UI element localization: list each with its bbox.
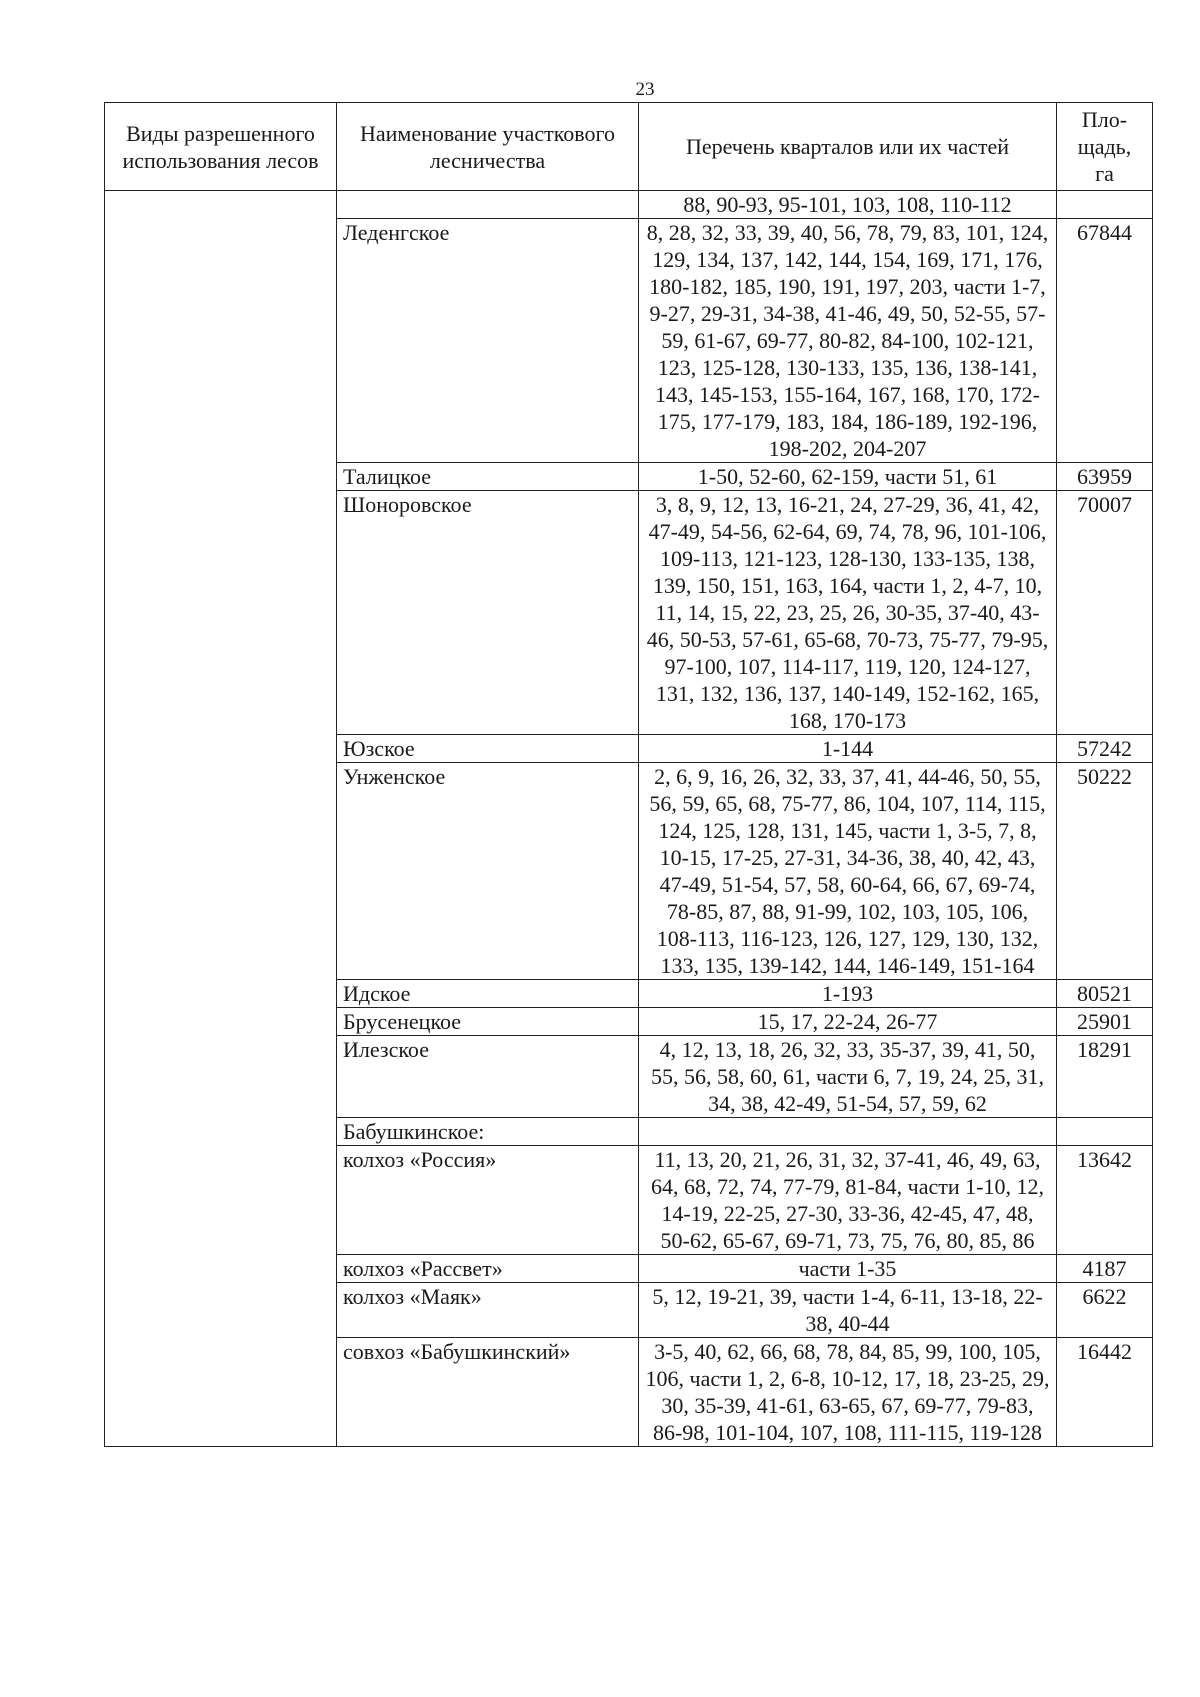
quarters-list: 3-5, 40, 62, 66, 68, 78, 84, 85, 99, 100, 105, 106, части 1, 2, 6-8, 10-12, 17, 18, 23-25, 29, 30, 35-39, 41-61, 63-65, 67, 69-77, 79-83, 86-98, 101-104, 107, 108, 111-115, 119-128 bbox=[639, 1338, 1057, 1447]
area-value: 13642 bbox=[1057, 1146, 1153, 1255]
forestry-name: Унженское bbox=[337, 763, 639, 980]
quarters-list: 8, 28, 32, 33, 39, 40, 56, 78, 79, 83, 101, 124, 129, 134, 137, 142, 144, 154, 169, 171, 176, 180-182, 185, 190, 191, 197, 203, части 1-7, 9-27, 29-31, 34-38, 41-46, 49, 50, 52-55, 57-59, 61-67, 69-77, 80-82, 84-100, 102-121, 123, 125-128, 130-133, 135, 136, 138-141, 143, 145-153, 155-164, 167, 168, 170, 172-175, 177-179, 183, 184, 186-189, 192-196, 198-202, 204-207 bbox=[639, 219, 1057, 463]
forestry-name bbox=[337, 191, 639, 219]
area-value: 57242 bbox=[1057, 735, 1153, 763]
forestry-name: колхоз «Россия» bbox=[337, 1146, 639, 1255]
header-name: Наименование участкового лесничества bbox=[337, 103, 639, 191]
quarters-list: 1-193 bbox=[639, 980, 1057, 1008]
area-value: 70007 bbox=[1057, 491, 1153, 735]
forestry-name: совхоз «Бабушкинский» bbox=[337, 1338, 639, 1447]
forestry-name: Шоноровское bbox=[337, 491, 639, 735]
area-value bbox=[1057, 1118, 1153, 1146]
quarters-list: 11, 13, 20, 21, 26, 31, 32, 37-41, 46, 49, 63, 64, 68, 72, 74, 77-79, 81-84, части 1-10, 12, 14-19, 22-25, 27-30, 33-36, 42-45, 47, 48, 50-62, 65-67, 69-71, 73, 75, 76, 80, 85, 86 bbox=[639, 1146, 1057, 1255]
forestry-name: Леденгское bbox=[337, 219, 639, 463]
use-cell bbox=[105, 191, 337, 1447]
area-value: 6622 bbox=[1057, 1283, 1153, 1338]
area-value: 18291 bbox=[1057, 1036, 1153, 1118]
page-number: 23 bbox=[635, 79, 655, 100]
quarters-list: 15, 17, 22-24, 26-77 bbox=[639, 1008, 1057, 1036]
forest-quarters-table bbox=[104, 102, 1153, 1447]
table-row bbox=[105, 191, 1153, 219]
quarters-list: 4, 12, 13, 18, 26, 32, 33, 35-37, 39, 41, 50, 55, 56, 58, 60, 61, части 6, 7, 19, 24, 25, 31, 34, 38, 42-49, 51-54, 57, 59, 62 bbox=[639, 1036, 1057, 1118]
header-use: Виды разрешенного использования лесов bbox=[105, 103, 337, 191]
forestry-name: Илезское bbox=[337, 1036, 639, 1118]
area-value: 67844 bbox=[1057, 219, 1153, 463]
quarters-list bbox=[639, 1118, 1057, 1146]
quarters-list: 88, 90-93, 95-101, 103, 108, 110-112 bbox=[639, 191, 1057, 219]
table-header-row bbox=[105, 103, 1153, 191]
forestry-name: Юзское bbox=[337, 735, 639, 763]
quarters-list: 5, 12, 19-21, 39, части 1-4, 6-11, 13-18, 22-38, 40-44 bbox=[639, 1283, 1057, 1338]
quarters-list: 1-144 bbox=[639, 735, 1057, 763]
area-value: 25901 bbox=[1057, 1008, 1153, 1036]
area-value: 63959 bbox=[1057, 463, 1153, 491]
area-value: 50222 bbox=[1057, 763, 1153, 980]
area-value: 4187 bbox=[1057, 1255, 1153, 1283]
quarters-list: 1-50, 52-60, 62-159, части 51, 61 bbox=[639, 463, 1057, 491]
header-area: Пло-щадь, га bbox=[1057, 103, 1153, 191]
header-list: Перечень кварталов или их частей bbox=[639, 103, 1057, 191]
area-value: 80521 bbox=[1057, 980, 1153, 1008]
forestry-name: колхоз «Маяк» bbox=[337, 1283, 639, 1338]
quarters-list: части 1-35 bbox=[639, 1255, 1057, 1283]
quarters-list: 3, 8, 9, 12, 13, 16-21, 24, 27-29, 36, 41, 42, 47-49, 54-56, 62-64, 69, 74, 78, 96, 101-106, 109-113, 121-123, 128-130, 133-135, 138, 139, 150, 151, 163, 164, части 1, 2, 4-7, 10, 11, 14, 15, 22, 23, 25, 26, 30-35, 37-40, 43-46, 50-53, 57-61, 65-68, 70-73, 75-77, 79-95, 97-100, 107, 114-117, 119, 120, 124-127, 131, 132, 136, 137, 140-149, 152-162, 165, 168, 170-173 bbox=[639, 491, 1057, 735]
area-value: 16442 bbox=[1057, 1338, 1153, 1447]
area-value bbox=[1057, 191, 1153, 219]
forestry-name: колхоз «Рассвет» bbox=[337, 1255, 639, 1283]
forestry-name: Талицкое bbox=[337, 463, 639, 491]
forestry-name: Бабушкинское: bbox=[337, 1118, 639, 1146]
forestry-name: Брусенецкое bbox=[337, 1008, 639, 1036]
forestry-name: Идское bbox=[337, 980, 639, 1008]
quarters-list: 2, 6, 9, 16, 26, 32, 33, 37, 41, 44-46, 50, 55, 56, 59, 65, 68, 75-77, 86, 104, 107, 114, 115, 124, 125, 128, 131, 145, части 1, 3-5, 7, 8, 10-15, 17-25, 27-31, 34-36, 38, 40, 42, 43, 47-49, 51-54, 57, 58, 60-64, 66, 67, 69-74, 78-85, 87, 88, 91-99, 102, 103, 105, 106, 108-113, 116-123, 126, 127, 129, 130, 132, 133, 135, 139-142, 144, 146-149, 151-164 bbox=[639, 763, 1057, 980]
